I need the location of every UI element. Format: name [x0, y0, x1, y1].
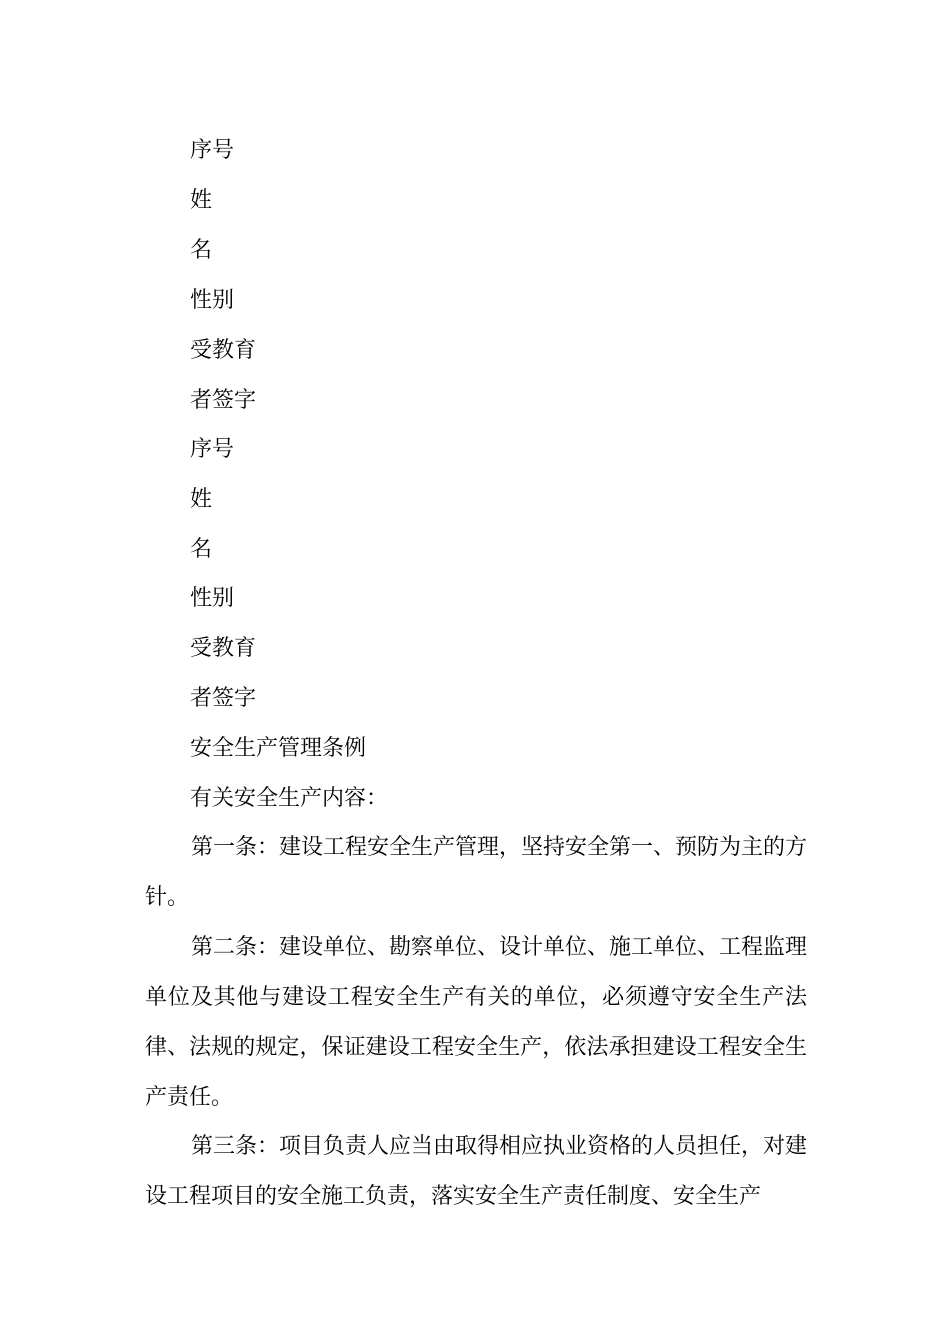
form-label-trainee-part1: 受教育	[190, 338, 257, 363]
section-heading: 有关安全生产内容：	[190, 786, 389, 811]
article-3: 第三条：项目负责人应当由取得相应执业资格的人员担任，对建设工程项目的安全施工负责，落实安全生产责任制度、安全生产	[145, 1134, 808, 1209]
form-label-trainee-signature: 者签字	[190, 686, 257, 711]
form-label-trainee-part1: 受教育	[190, 636, 257, 661]
form-label-name-part2: 名	[190, 537, 213, 562]
form-label-gender: 性别	[190, 288, 235, 313]
form-label-name-part2: 名	[190, 238, 213, 263]
form-label-name-part1: 姓	[190, 487, 213, 512]
article-1: 第一条：建设工程安全生产管理，坚持安全第一、预防为主的方针。	[145, 835, 808, 910]
form-label-trainee-signature: 者签字	[190, 388, 257, 413]
form-label-serial-number: 序号	[190, 437, 235, 462]
form-label-serial-number: 序号	[190, 138, 235, 163]
article-2: 第二条：建设单位、勘察单位、设计单位、施工单位、工程监理单位及其他与建设工程安全生产有关的单位，必须遵守安全生产法律、法规的规定，保证建设工程安全生产，依法承担建设工程安全生产责任。	[145, 935, 808, 1110]
form-label-name-part1: 姓	[190, 188, 213, 213]
regulation-title: 安全生产管理条例	[190, 736, 367, 761]
form-label-gender: 性别	[190, 586, 235, 611]
